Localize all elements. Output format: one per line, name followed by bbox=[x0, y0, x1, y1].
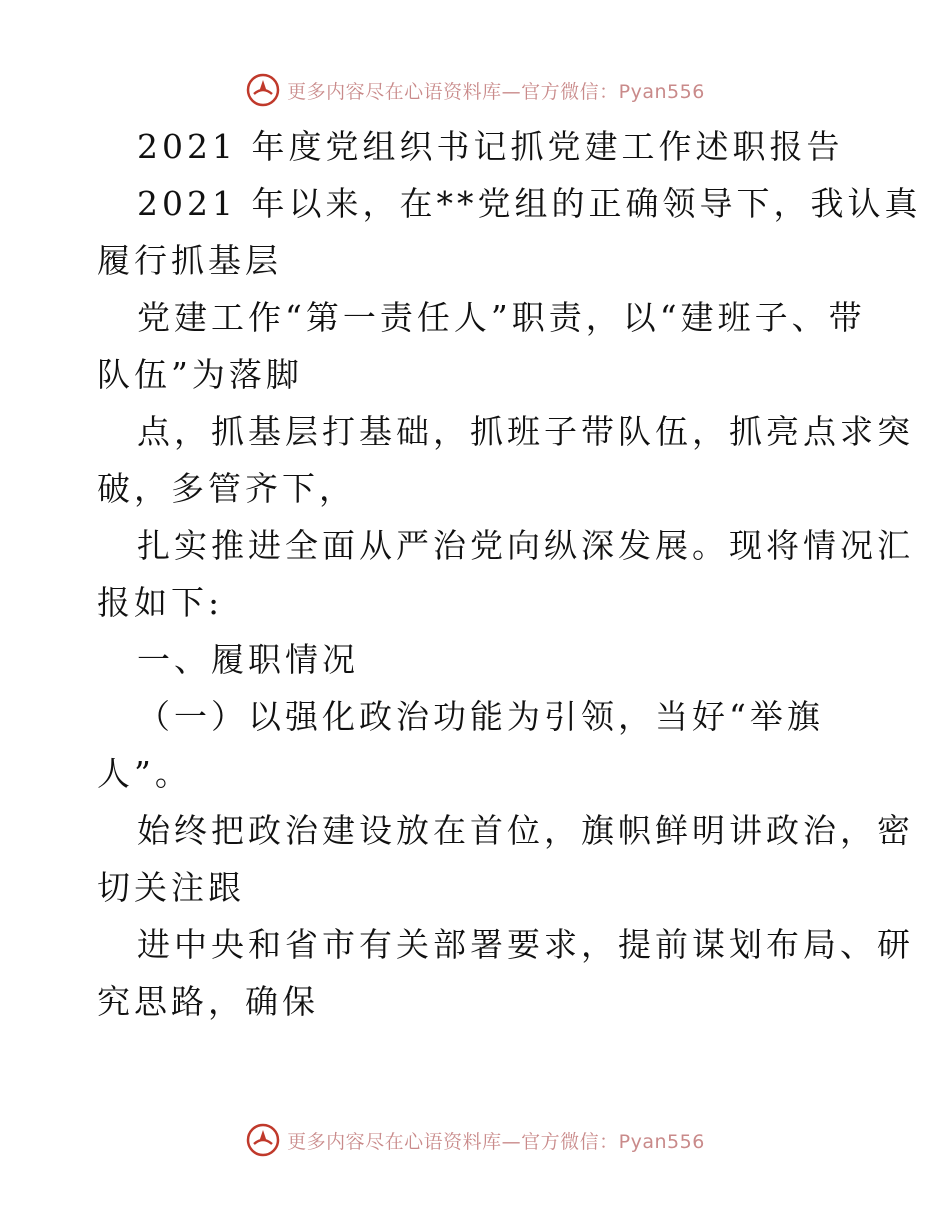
book-pen-logo-icon bbox=[245, 72, 281, 108]
text-line: 一、履职情况 bbox=[137, 640, 359, 679]
document-body bbox=[97, 118, 922, 1030]
text-line: 扎实推进全面从严治党向纵深发展。现将情况汇 bbox=[137, 526, 914, 565]
text-line: 党建工作“第一责任人”职责，以“建班子、带 bbox=[137, 298, 866, 337]
watermark-footer bbox=[0, 1118, 950, 1162]
text-line: 报如下: bbox=[97, 583, 224, 622]
watermark-text: 更多内容尽在心语资料库—官方微信：Pyan556 bbox=[287, 1130, 705, 1153]
text-line: 履行抓基层 bbox=[97, 241, 282, 280]
text-line: 始终把政治建设放在首位，旗帜鲜明讲政治，密 bbox=[137, 811, 914, 850]
text-line: 人”。 bbox=[97, 754, 192, 793]
text-line: 究思路，确保 bbox=[97, 982, 319, 1021]
watermark-text: 更多内容尽在心语资料库—官方微信：Pyan556 bbox=[287, 80, 705, 103]
text-line: 2021 年以来，在**党组的正确领导下，我认真 bbox=[137, 184, 922, 223]
text-line: 切关注跟 bbox=[97, 868, 245, 907]
text-line: 进中央和省市有关部署要求，提前谋划布局、研 bbox=[137, 925, 914, 964]
text-line: 队伍”为落脚 bbox=[97, 355, 303, 394]
text-line: 点，抓基层打基础，抓班子带队伍，抓亮点求突 bbox=[137, 412, 914, 451]
watermark-header bbox=[0, 68, 950, 112]
text-line: 破，多管齐下， bbox=[97, 469, 356, 508]
text-line: 2021 年度党组织书记抓党建工作述职报告 bbox=[137, 127, 844, 166]
book-pen-logo-icon bbox=[245, 1122, 281, 1158]
text-line: （一）以强化政治功能为引领，当好“举旗 bbox=[137, 697, 824, 736]
